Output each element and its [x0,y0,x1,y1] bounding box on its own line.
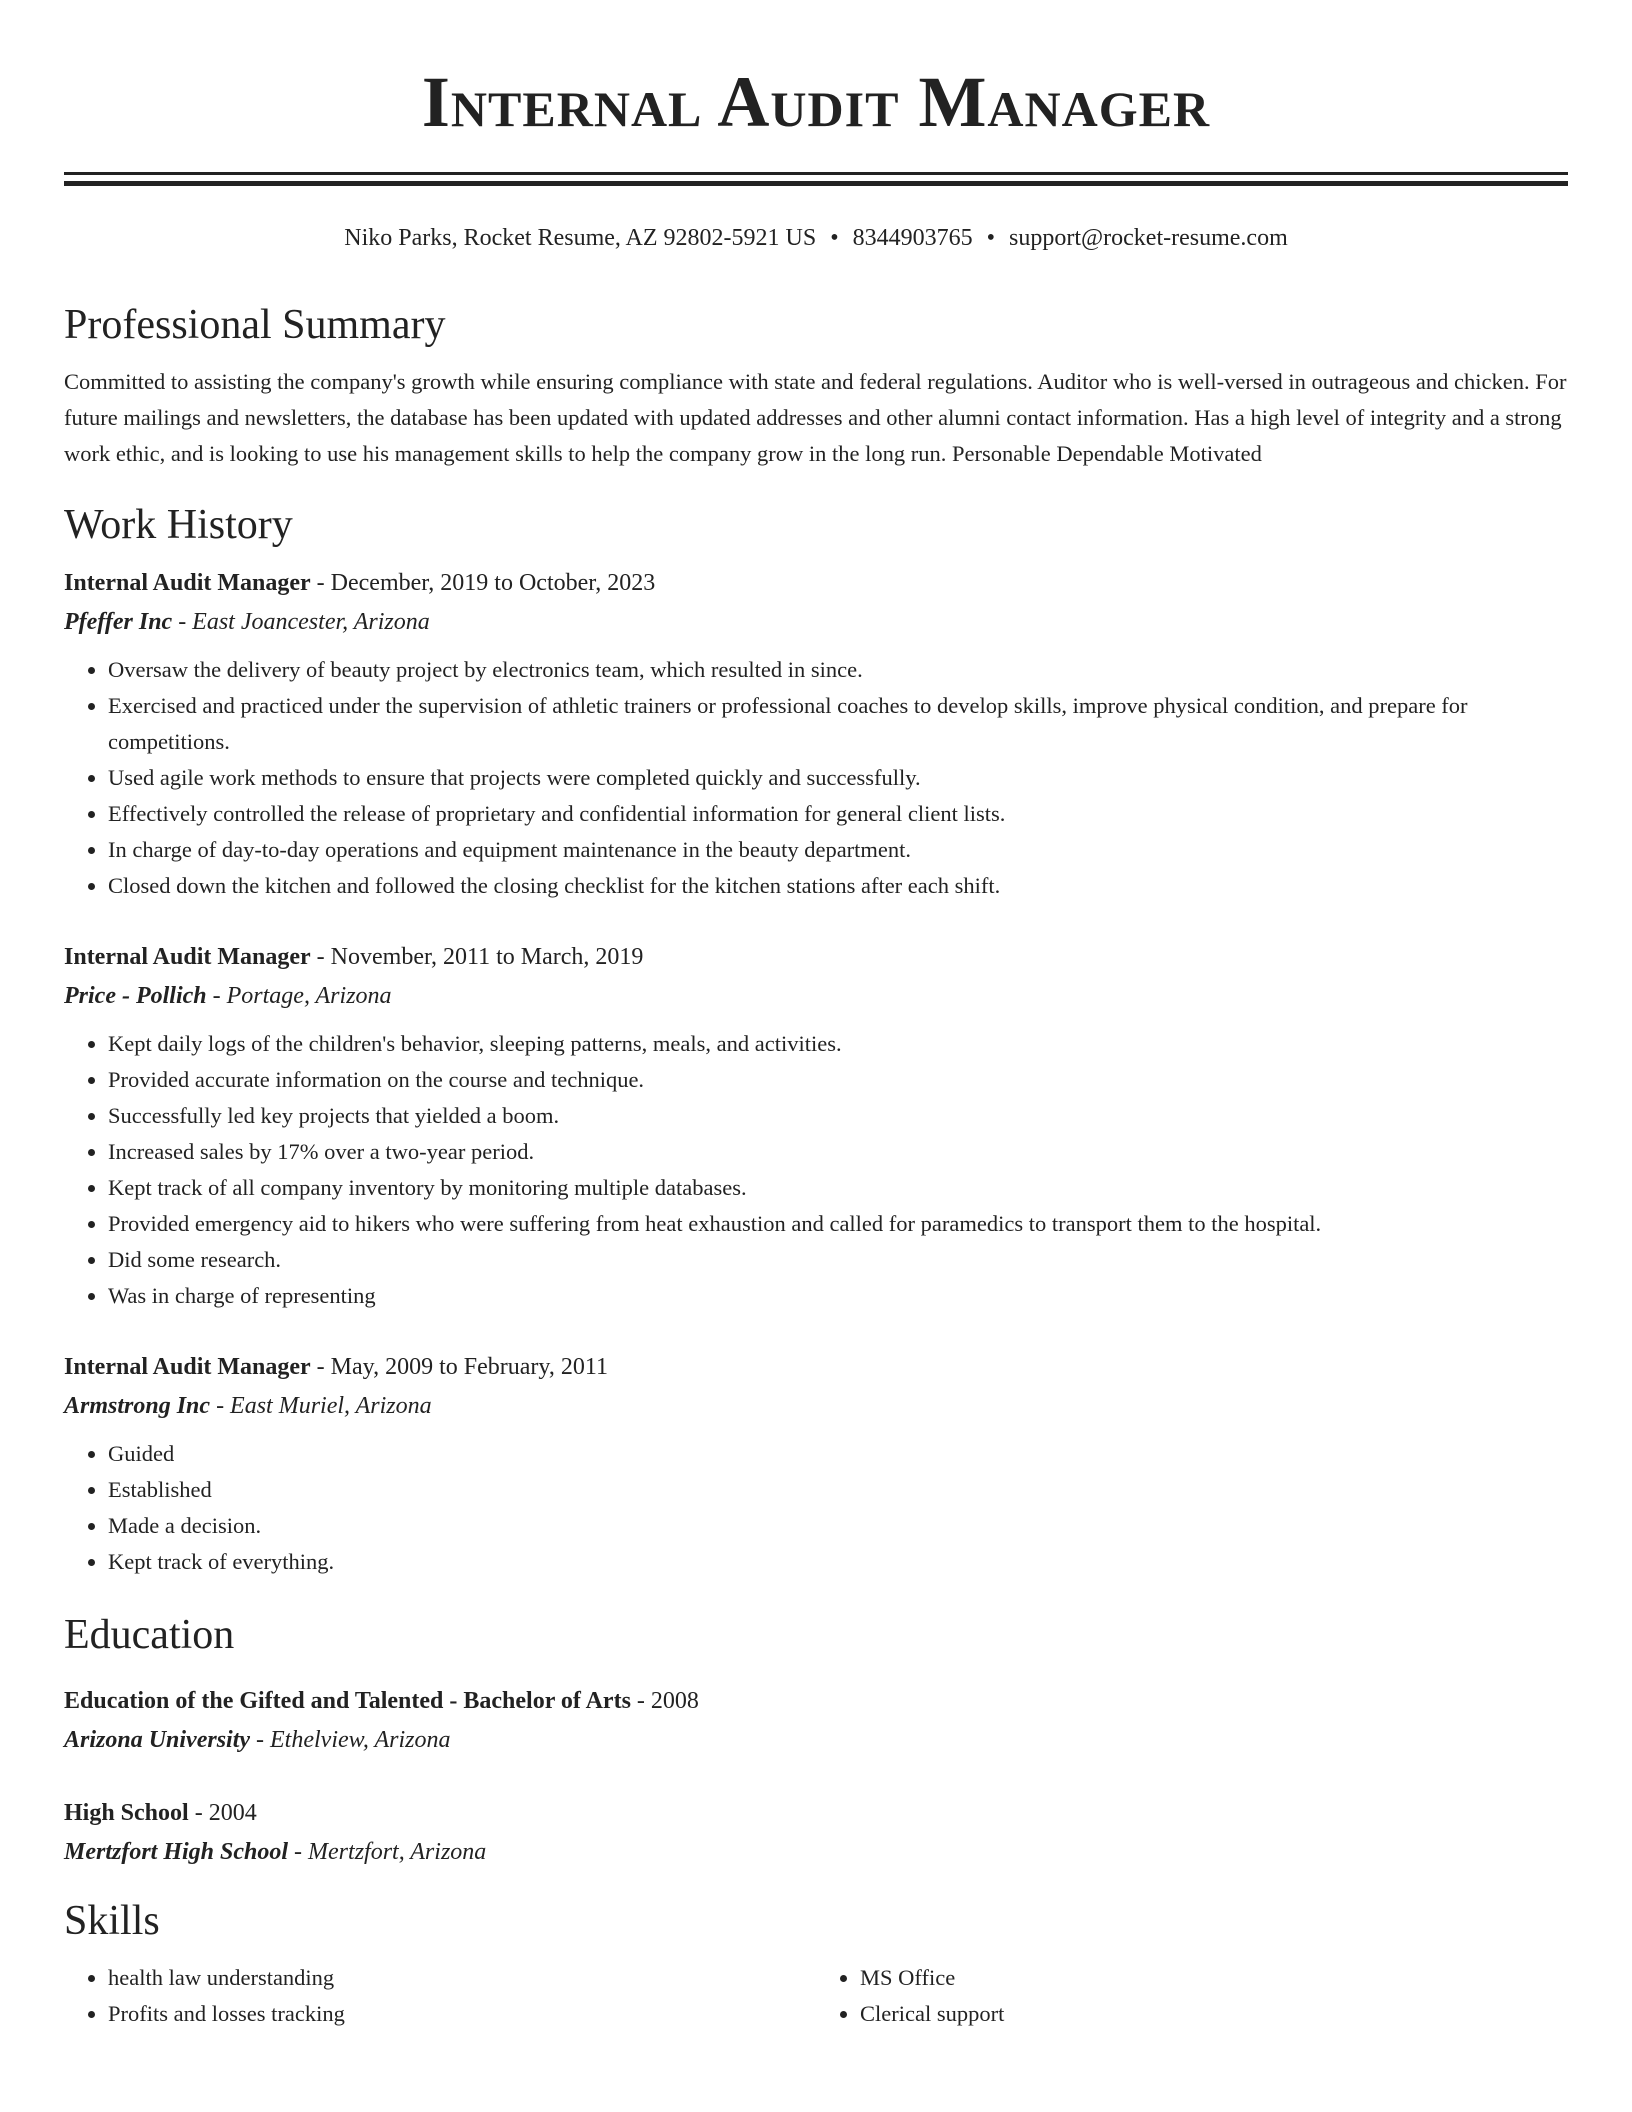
list-item: • Guided [108,1436,1568,1472]
list-item: • Exercised and practiced under the supervision of athletic trainers or professional coaches to develop skills, improve physical condition, and prepare for competitions. [108,688,1568,760]
list-item: • Profits and losses tracking [108,1996,816,2032]
company-name: Armstrong Inc [64,1393,211,1419]
summary-heading: Professional Summary [64,302,446,348]
list-item: • Effectively controlled the release of proprietary and confidential information for general client lists. [108,796,1568,832]
resume-title: Internal Audit Manager [421,62,1211,142]
summary-text: Committed to assisting the company's growth while ensuring compliance with state and federal regulations. Auditor who is well-versed in outrageous and chicken. For future mailings and newsletters, the database has been updated with updated addresses and other alumni contact information. Has a high level of integrity and a strong work ethic, and is looking to use his management skills to help the company grow in the long run. Personable Dependable Motivated [64,369,1567,466]
company-location: - East Joancester, Arizona [172,609,430,635]
education-heading: Education [64,1612,235,1658]
list-item: • Was in charge of representing [108,1278,1568,1314]
list-item: • Provided accurate information on the course and technique. [108,1062,1568,1098]
school-name: Mertzfort High School [64,1839,289,1865]
list-item: • Kept track of everything. [108,1544,1568,1580]
list-item: • Provided emergency aid to hikers who were suffering from heat exhaustion and called for paramedics to transport them to the hospital. [108,1206,1568,1242]
list-item: • Made a decision. [108,1508,1568,1544]
degree-year: - 2008 [630,1688,699,1714]
list-item: • Kept daily logs of the children's behavior, sleeping patterns, meals, and activities. [108,1026,1568,1062]
company-location: - East Muriel, Arizona [210,1393,432,1419]
degree-name: High School [64,1800,189,1826]
job-title-line [64,564,1568,602]
school-name: Arizona University [64,1727,251,1753]
contact-email: support@rocket-resume.com [1009,225,1288,251]
job-title: Internal Audit Manager [64,944,311,970]
list-item: • Established [108,1472,1568,1508]
school-line [64,1720,1568,1760]
contact-address: Niko Parks, Rocket Resume, AZ 92802-5921 US [344,225,817,251]
skills-list-left [64,1960,816,2032]
list-item: • health law understanding [108,1960,816,1996]
school-line [64,1832,1568,1872]
divider-line-top [64,172,1568,175]
company-name: Price - Pollich [64,983,207,1009]
degree-name: Education of the Gifted and Talented - Bachelor of Arts [64,1688,631,1714]
company-name: Pfeffer Inc [64,609,173,635]
list-item: • In charge of day-to-day operations and equipment maintenance in the beauty department. [108,832,1568,868]
job-entry [64,938,1568,1314]
degree-year: - 2004 [188,1800,257,1826]
job-bullets [64,1026,1568,1314]
job-title: Internal Audit Manager [64,1354,311,1380]
education-entry [64,1794,1568,1872]
contact-separator: • [830,225,839,251]
education-entry [64,1682,1568,1760]
degree-line [64,1794,1568,1832]
job-title: Internal Audit Manager [64,570,311,596]
school-location: - Mertzfort, Arizona [288,1839,487,1865]
skills-grid [64,1960,1568,2032]
company-line [64,976,1568,1016]
list-item: • Oversaw the delivery of beauty project by electronics team, which resulted in since. [108,652,1568,688]
list-item: • Kept track of all company inventory by monitoring multiple databases. [108,1170,1568,1206]
work-history-heading: Work History [64,502,293,548]
job-bullets [64,1436,1568,1580]
company-line [64,1386,1568,1426]
skills-heading: Skills [64,1898,160,1944]
job-title-line [64,1348,1568,1386]
contact-separator: • [986,225,996,251]
job-entry [64,1348,1568,1580]
contact-phone: 8344903765 [852,225,973,251]
list-item: • Clerical support [860,1996,1568,2032]
list-item: • Closed down the kitchen and followed the closing checklist for the kitchen stations after each shift. [108,868,1568,904]
list-item: • MS Office [860,1960,1568,1996]
company-location: - Portage, Arizona [206,983,392,1009]
list-item: • Did some research. [108,1242,1568,1278]
job-dates: - December, 2019 to October, 2023 [310,570,656,596]
job-entry [64,564,1568,904]
school-location: - Ethelview, Arizona [250,1727,451,1753]
list-item: • Increased sales by 17% over a two-year period. [108,1134,1568,1170]
job-dates: - November, 2011 to March, 2019 [310,944,644,970]
list-item: • Successfully led key projects that yielded a boom. [108,1098,1568,1134]
title-divider [64,172,1568,186]
contact-line [64,222,1568,254]
degree-line [64,1682,1568,1720]
job-dates: - May, 2009 to February, 2011 [310,1354,608,1380]
list-item: • Used agile work methods to ensure that projects were completed quickly and successfully. [108,760,1568,796]
job-title-line [64,938,1568,976]
job-bullets [64,652,1568,904]
divider-line-bottom [64,181,1568,186]
company-line [64,602,1568,642]
skills-list-right [816,1960,1568,2032]
